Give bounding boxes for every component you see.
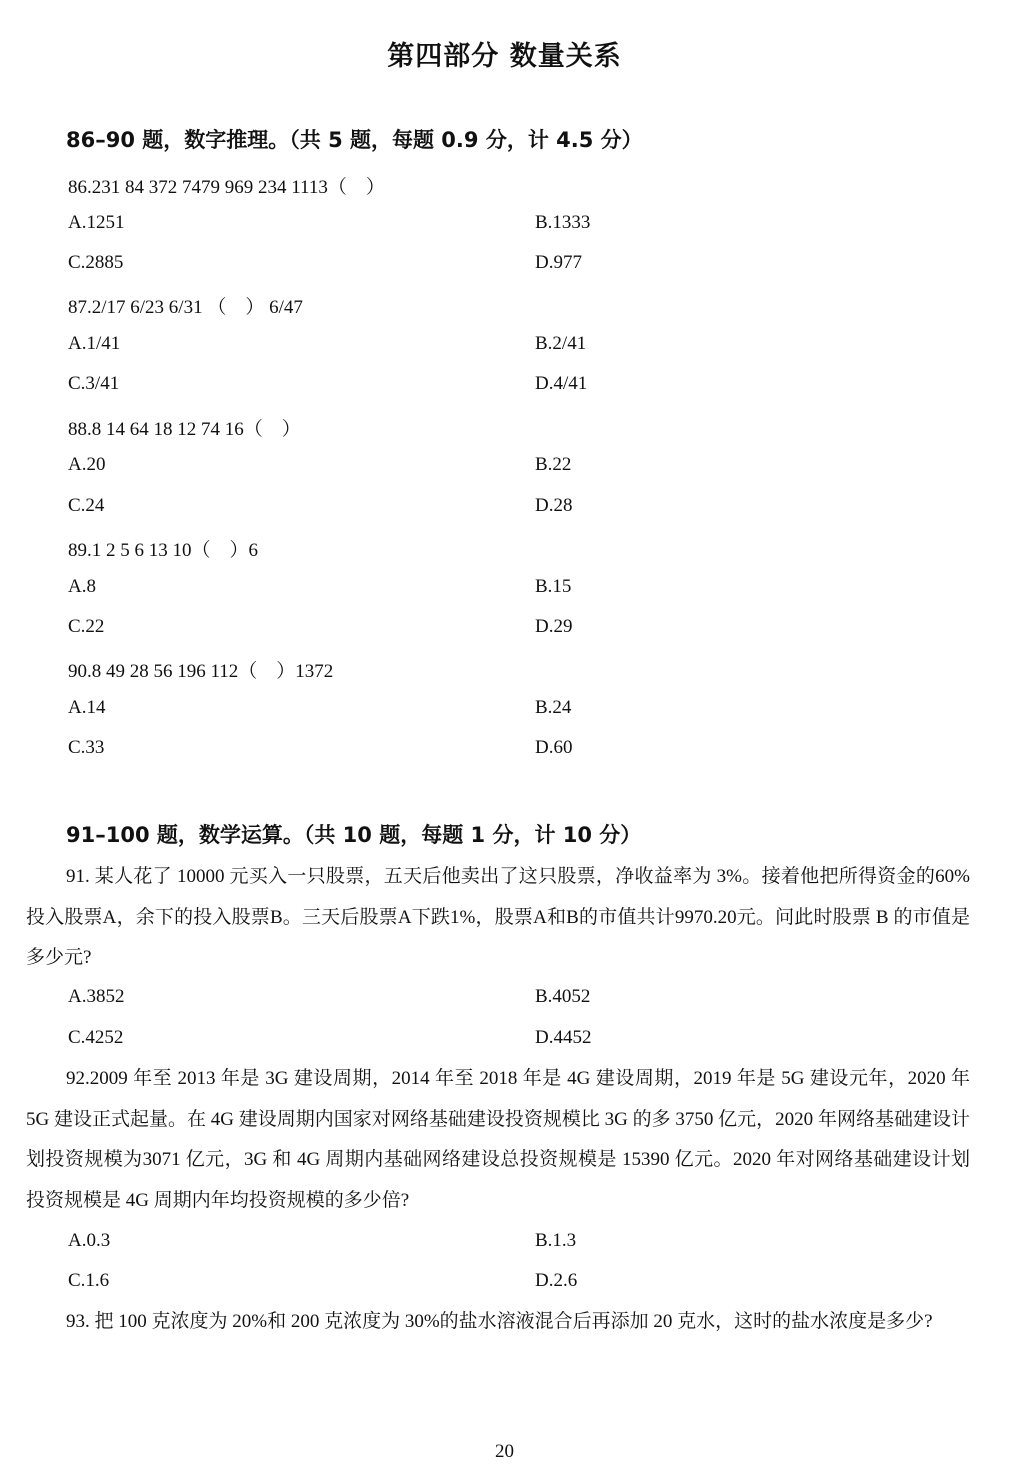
question-86-option-a: A.1251 [68, 212, 125, 233]
question-91-option-a: A.3852 [68, 986, 125, 1007]
question-87-stem: 87.2/17 6/23 6/31 （ ） 6/47 [68, 297, 303, 318]
question-87-option-d: D.4/41 [535, 373, 588, 394]
question-90-option-a: A.14 [68, 697, 106, 718]
page-number: 20 [495, 1441, 514, 1462]
question-93-text: 93. 把 100 克浓度为 20%和 200 克浓度为 30%的盐水溶液混合后再添加 20 克水，这时的盐水浓度是多少? [66, 1311, 933, 1332]
question-91-text: 91. 某人花了 10000 元买入一只股票，五天后他卖出了这只股票，净收益率为 3%。接着他把所得资金的60%投入股票A，余下的投入股票B。三天后股票A下跌1%，股票A和B的市值共计9970.20元。问此时股票 B 的市值是多少元? [26, 866, 970, 968]
question-86-stem: 86.231 84 372 7479 969 234 1113（ ） [68, 177, 385, 198]
question-87-option-a: A.1/41 [68, 333, 121, 354]
question-92-text: 92.2009 年至 2013 年是 3G 建设周期，2014 年至 2018 年是 4G 建设周期，2019 年是 5G 建设元年，2020 年 5G 建设正式起量。在 4G 建设周期内国家对网络基础建设投资规模比 3G 的多 3750 亿元，2020 年网络基础建设计划投资规模为3071 亿元，3G 和 4G 周期内基础网络建设总投资规模是 15390 亿元。2020 年对网络基础建设计划投资规模是 4G 周期内年均投资规模的多少倍? [26, 1068, 970, 1211]
question-92-option-a: A.0.3 [68, 1230, 111, 1251]
question-92-option-b: B.1.3 [535, 1230, 577, 1251]
question-89-option-c: C.22 [68, 616, 105, 637]
question-86-option-b: B.1333 [535, 212, 591, 233]
section-heading-math-operations: 91–100 题，数学运算。（共 10 题，每题 1 分，计 10 分） [66, 823, 642, 847]
question-91-option-b: B.4052 [535, 986, 591, 1007]
question-92-option-c: C.1.6 [68, 1270, 110, 1291]
question-89-option-d: D.29 [535, 616, 573, 637]
question-90-option-d: D.60 [535, 737, 573, 758]
question-92-option-d: D.2.6 [535, 1270, 578, 1291]
question-86-option-d: D.977 [535, 252, 582, 273]
question-88-option-d: D.28 [535, 495, 573, 516]
question-86-option-c: C.2885 [68, 252, 124, 273]
question-89-option-b: B.15 [535, 576, 572, 597]
question-90-stem: 90.8 49 28 56 196 112（ ）1372 [68, 661, 334, 682]
question-88-option-b: B.22 [535, 454, 572, 475]
question-87-option-b: B.2/41 [535, 333, 587, 354]
question-89-option-a: A.8 [68, 576, 96, 597]
question-91-option-c: C.4252 [68, 1027, 124, 1048]
question-89-stem: 89.1 2 5 6 13 10（ ）6 [68, 540, 259, 561]
section-heading-number-reasoning: 86–90 题，数字推理。（共 5 题，每题 0.9 分，计 4.5 分） [66, 128, 643, 152]
page-title: 第四部分 数量关系 [387, 41, 622, 72]
question-90-option-b: B.24 [535, 697, 572, 718]
question-90-option-c: C.33 [68, 737, 105, 758]
question-87-option-c: C.3/41 [68, 373, 120, 394]
question-91-option-d: D.4452 [535, 1027, 592, 1048]
question-88-option-a: A.20 [68, 454, 106, 475]
question-88-option-c: C.24 [68, 495, 105, 516]
question-88-stem: 88.8 14 64 18 12 74 16（ ） [68, 419, 301, 440]
